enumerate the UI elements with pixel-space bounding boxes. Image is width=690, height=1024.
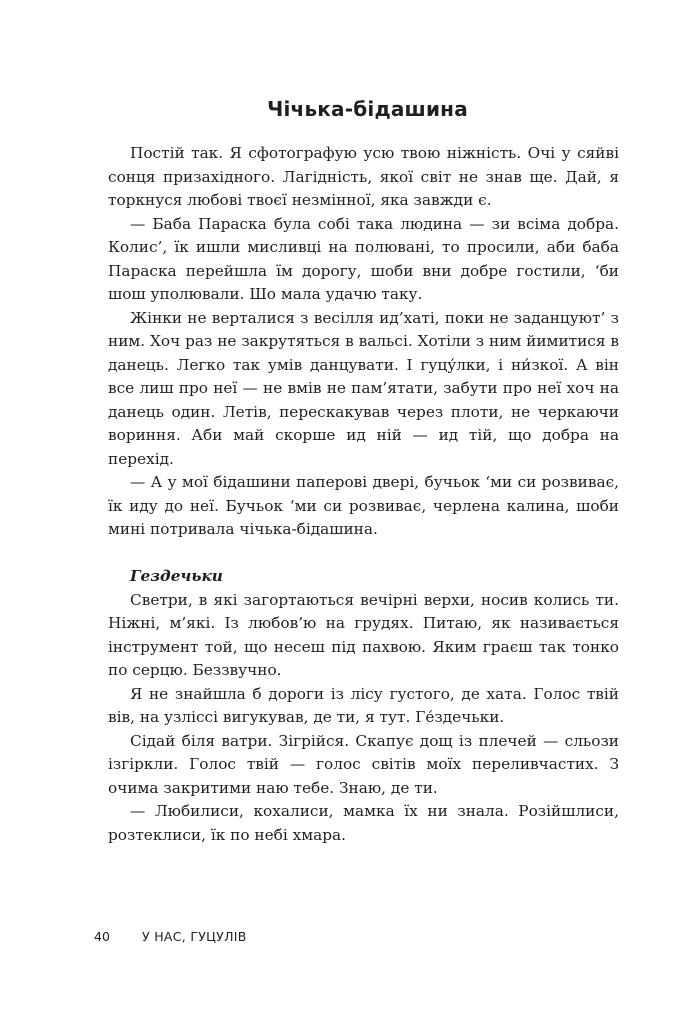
paragraph: Я не знайшла б дороги із лісу густого, де хата. Голос твій вів, на узліссі вигукував, де ти, я тут. Ге́здечьки.	[108, 684, 619, 726]
paragraph: — Баба Параска була собі така людина — зи всіма добра. Колис’, їк ишли мисливці на полювані, то просили, аби баба Параска перейшла їм дорогу, шоби вни добре гостили, ‘би шош уполювали. Шо мала удачю таку.	[108, 214, 619, 303]
paragraph: Сідай біля ватри. Зігрійся. Скапує дощ із плечей — сльози ізгіркли. Голос твій — голос світів моїх переливчастих. З очима закритими наю тебе. Знаю, де ти.	[108, 731, 619, 797]
running-title: У НАС, ГУЦУЛІВ	[142, 929, 247, 944]
section-heading: Гездечьки	[130, 567, 223, 585]
paragraph: Светри, в які загортаються вечірні верхи, носив колись ти. Ніжні, м’які. Із любов’ю на грудях. Питаю, як називається інструмент той, що несеш під пахвою. Яким граєш так тонко по серцю. Беззвучно.	[108, 590, 619, 679]
paragraph: Постій так. Я сфотографую усю твою ніжність. Очі у сяйві сонця призахідного. Лагідність, якої світ не знав ще. Дай, я торкнуся любові твоєї незмінної, яка завжди є.	[108, 144, 619, 209]
page-title: Чічька-бідашина	[267, 97, 468, 121]
page-number: 40	[94, 929, 110, 944]
paragraph: — Любилиси, кохалиси, мамка їх ни знала. Розійшлиси, розтеклиси, їк по небі хмара.	[108, 802, 619, 844]
page-footer	[94, 929, 247, 944]
section-gezdechky	[108, 565, 619, 847]
paragraph: Жінки не верталися з весілля ид’хаті, поки не заданцуют’ з ним. Хоч раз не закрутяться в вальсі. Хотіли з ним йимитися в данець. Легко так умів данцувати. І гуцу́лки, і ни́зкої. А він все лиш про неї — не вмів не пам’ятати, забути про неї хоч на данець один. Летів, перескакував через плоти, не черкаючи вориння. Аби май скорше ид ній — ид тій, що добра на перехід.	[108, 308, 619, 468]
page-body	[108, 92, 619, 847]
section-chichka	[108, 142, 619, 542]
paragraph: — А у мої бідашини паперові двері, бучьок ‘ми си розвиває, їк иду до неї. Бучьок ‘ми си розвиває, черлена калина, шоби мині потривала чічька-бідашина.	[108, 473, 619, 538]
